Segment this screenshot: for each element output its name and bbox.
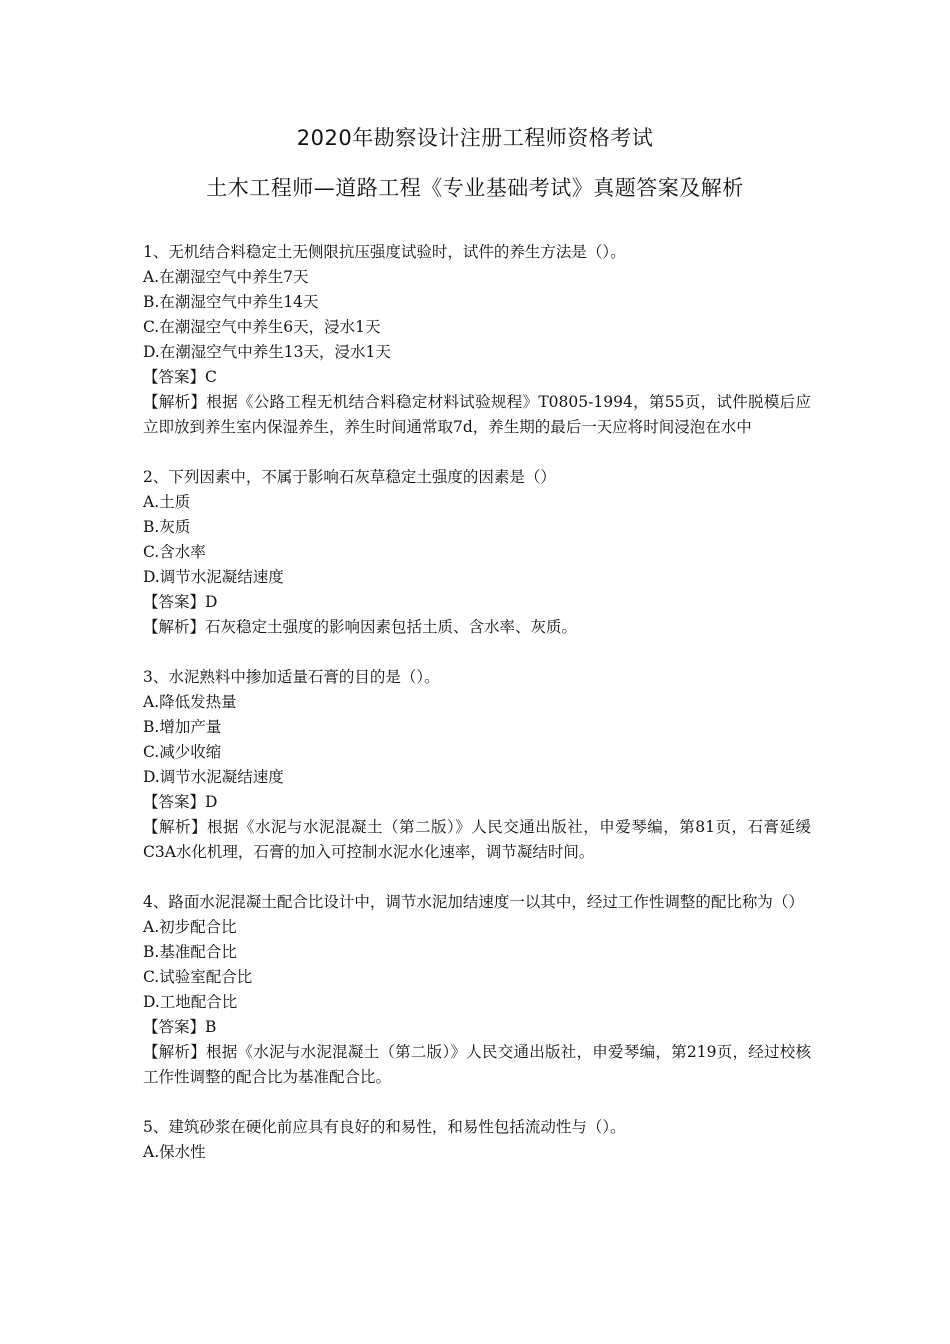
analysis: 【解析】石灰稳定土强度的影响因素包括土质、含水率、灰质。 (143, 618, 578, 636)
option-a: A.在潮湿空气中养生7天 (143, 268, 309, 286)
question-3 (143, 665, 811, 865)
option-c: C.试验室配合比 (143, 968, 253, 986)
document-subtitle: 土木工程师—道路工程《专业基础考试》真题答案及解析 (206, 176, 744, 200)
option-a: A.土质 (143, 493, 191, 511)
document-title: 2020年勘察设计注册工程师资格考试 (296, 126, 654, 150)
answer: 【答案】D (143, 793, 218, 811)
option-b: B.增加产量 (143, 718, 222, 736)
question-stem: 2、下列因素中，不属于影响石灰草稳定土强度的因素是（） (143, 468, 556, 486)
option-a: A.初步配合比 (143, 918, 237, 936)
option-d: D.调节水泥凝结速度 (143, 768, 284, 786)
option-b: B.在潮湿空气中养生14天 (143, 293, 319, 311)
option-c: C.含水率 (143, 543, 206, 561)
question-stem: 4、路面水泥混凝土配合比设计中，调节水泥加结速度一以其中，经过工作性调整的配比称为（） (143, 893, 804, 911)
option-d: D.工地配合比 (143, 993, 238, 1011)
option-d: D.调节水泥凝结速度 (143, 568, 284, 586)
question-list (143, 240, 811, 1190)
analysis: 【解析】根据《水泥与水泥混凝土（第二版）》人民交通出版社，申爱琴编，第81页，石膏延缓C3A水化机理，石膏的加入可控制水泥水化速率，调节凝结时间。 (143, 818, 811, 861)
question-5 (143, 1115, 811, 1165)
question-stem: 3、水泥熟料中掺加适量石膏的目的是（）。 (143, 668, 440, 686)
analysis: 【解析】根据《公路工程无机结合料稳定材料试验规程》T0805-1994，第55页，试件脱模后应立即放到养生室内保湿养生，养生时间通常取7d，养生期的最后一天应将时间浸泡在水中 (143, 393, 811, 436)
option-b: B.灰质 (143, 518, 191, 536)
question-2 (143, 465, 811, 640)
question-1 (143, 240, 811, 440)
question-4 (143, 890, 811, 1090)
option-a: A.降低发热量 (143, 693, 237, 711)
answer: 【答案】B (143, 1018, 217, 1036)
answer: 【答案】C (143, 368, 217, 386)
option-c: C.在潮湿空气中养生6天，浸水1天 (143, 318, 381, 336)
option-c: C.减少收缩 (143, 743, 222, 761)
option-a: A.保水性 (143, 1143, 206, 1161)
question-stem: 5、建筑砂浆在硬化前应具有良好的和易性，和易性包括流动性与（）。 (143, 1118, 626, 1136)
question-stem: 1、无机结合料稳定土无侧限抗压强度试验时，试件的养生方法是（）。 (143, 243, 626, 261)
analysis: 【解析】根据《水泥与水泥混凝土（第二版）》人民交通出版社，申爱琴编，第219页，经过校核工作性调整的配合比为基准配合比。 (143, 1043, 811, 1086)
answer: 【答案】D (143, 593, 218, 611)
option-b: B.基准配合比 (143, 943, 237, 961)
option-d: D.在潮湿空气中养生13天，浸水1天 (143, 343, 391, 361)
